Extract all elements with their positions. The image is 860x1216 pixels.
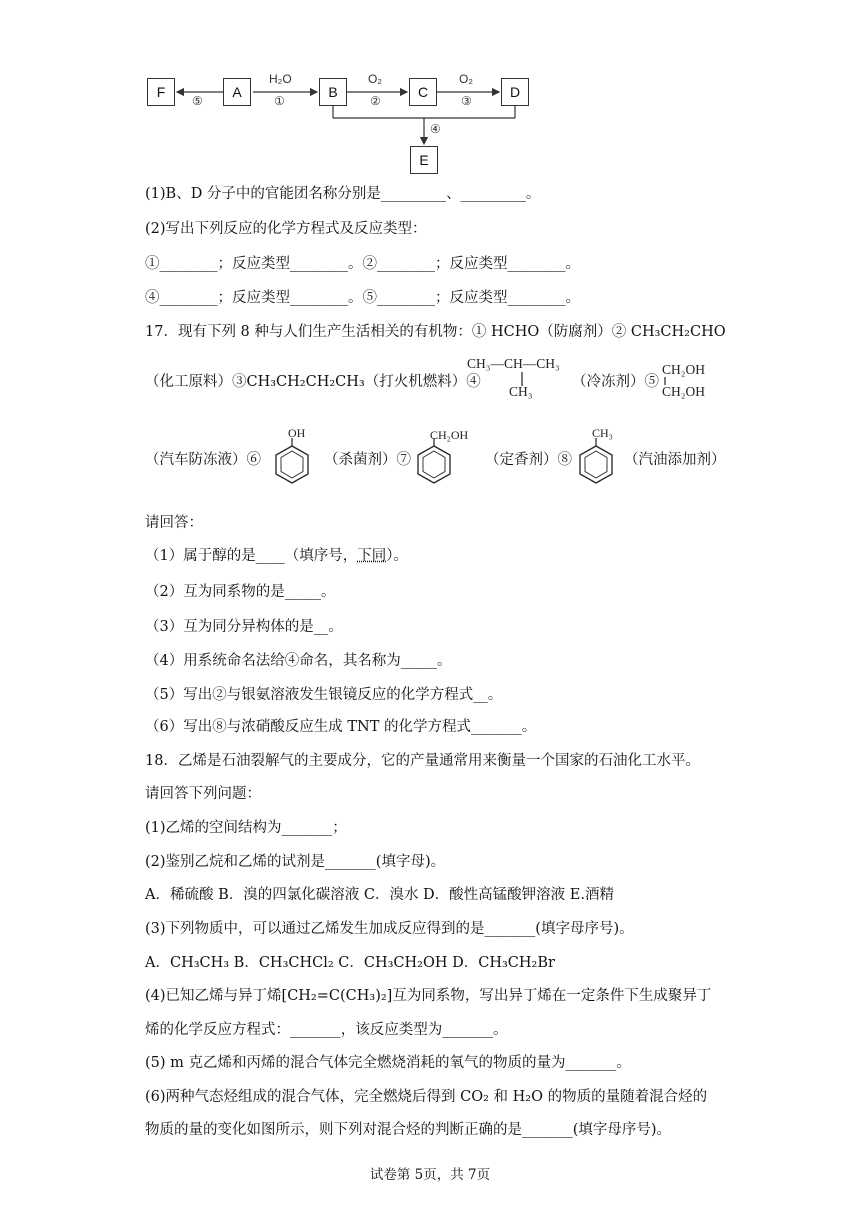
q18-part4-b: 烯的化学反应方程式：_______，该反应类型为_______。	[145, 1022, 508, 1038]
label-reaction-1: ①	[274, 94, 285, 108]
glycol-top: CH₂OH	[662, 362, 705, 377]
page-footer: 试卷第 5页，共 7页	[369, 1167, 491, 1183]
q17-sub1-c: ）。	[386, 548, 408, 564]
node-b: B	[319, 78, 347, 106]
q17-line3-a: （汽车防冻液）⑥	[145, 452, 261, 468]
q18-part2-options: A．稀硫酸 B．溴的四氯化碳溶液 C．溴水 D．酸性高锰酸钾溶液 E.酒精	[145, 887, 614, 903]
q18-part3-options: A．CH₃CH₃ B．CH₃CHCl₂ C．CH₃CH₂OH D．CH₃CH₂Br	[145, 955, 555, 971]
q17-ask: 请回答：	[145, 515, 203, 531]
q18-part6-a: (6)两种气态烃组成的混合气体，完全燃烧后得到 CO₂ 和 H₂O 的物质的量随着混合烃的	[145, 1089, 708, 1105]
node-f: F	[147, 78, 175, 106]
node-d: D	[501, 78, 529, 106]
q16-blanks-1-2: ①________；反应类型________。②________；反应类型________。	[145, 256, 580, 272]
label-h2o: H₂O	[269, 72, 292, 86]
q17-sub5: （5）写出②与银氨溶液发生银镜反应的化学方程式__。	[145, 687, 503, 703]
q17-line2-b: （冷冻剂）⑤	[572, 374, 659, 390]
label-reaction-3: ③	[461, 94, 472, 108]
q17-line3-d: （汽油添加剂）	[624, 452, 726, 468]
q18-intro: 18．乙烯是石油裂解气的主要成分，它的产量通常用来衡量一个国家的石油化工水平。	[145, 753, 700, 769]
q18-ask: 请回答下列问题：	[145, 786, 261, 802]
q18-part2: (2)鉴别乙烷和乙烯的试剂是_______(填字母)。	[145, 854, 446, 870]
q17-line2-a: （化工原料）③CH₃CH₂CH₂CH₃（打火机燃料）④	[145, 374, 481, 390]
node-e: E	[410, 146, 438, 174]
isobutane-branch: CH₃	[509, 384, 533, 399]
node-c: C	[409, 78, 437, 106]
q18-part5: (5) m 克乙烯和丙烯的混合气体完全燃烧消耗的氧气的物质的量为_______。	[145, 1055, 631, 1071]
reaction-scheme-diagram	[145, 66, 537, 178]
q18-part3: (3)下列物质中，可以通过乙烯发生加成反应得到的是_______(填字母序号)。	[145, 921, 634, 937]
label-o2-a: O₂	[368, 72, 382, 86]
node-a: A	[223, 78, 251, 106]
label-reaction-2: ②	[370, 94, 381, 108]
q17-line3-b: （杀菌剂）⑦	[324, 452, 411, 468]
q17-sub1-emphasis: 下同	[357, 548, 387, 564]
q18-part1: (1)乙烯的空间结构为_______；	[145, 820, 347, 836]
toluene-ch3: CH₃	[592, 426, 613, 440]
glycol-bottom: CH₂OH	[662, 384, 705, 399]
q16-blanks-4-5: ④________；反应类型________。⑤________；反应类型________。	[145, 290, 580, 306]
label-reaction-4: ④	[430, 122, 441, 136]
q17-line3-c: （定香剂）⑧	[485, 452, 572, 468]
q18-part6-b: 物质的量的变化如图所示，则下列对混合烃的判断正确的是_______(填字母序号)。	[145, 1122, 672, 1138]
q17-intro: 17．现有下列 8 种与人们生产生活相关的有机物：① HCHO（防腐剂）② CH₃CH₂CHO	[145, 324, 726, 340]
q17-sub6: （6）写出⑧与浓硝酸反应生成 TNT 的化学方程式_______。	[145, 719, 537, 735]
phenol-oh: OH	[288, 426, 306, 440]
q16-part1: (1)B、D 分子中的官能团名称分别是_________、_________。	[145, 186, 541, 202]
q17-sub1-a: （1）属于醇的是____（填序号，	[145, 548, 358, 564]
q17-sub1	[145, 546, 408, 566]
benzyl-alcohol-ch2oh: CH₂OH	[430, 428, 469, 442]
label-o2-b: O₂	[459, 72, 473, 86]
q17-sub2: （2）互为同系物的是_____。	[145, 584, 336, 600]
q18-part4-a: (4)已知乙烯与异丁烯[CH₂=C(CH₃)₂]互为同系物，写出异丁烯在一定条件下生成聚异丁	[145, 988, 712, 1004]
label-reaction-5: ⑤	[192, 94, 203, 108]
q17-sub4: （4）用系统命名法给④命名，其名称为_____。	[145, 653, 452, 669]
q16-part2: (2)写出下列反应的化学方程式及反应类型：	[145, 221, 427, 237]
isobutane-main-chain: CH₃—CH—CH₃	[467, 356, 560, 371]
q17-sub3: （3）互为同分异构体的是__。	[145, 619, 343, 635]
